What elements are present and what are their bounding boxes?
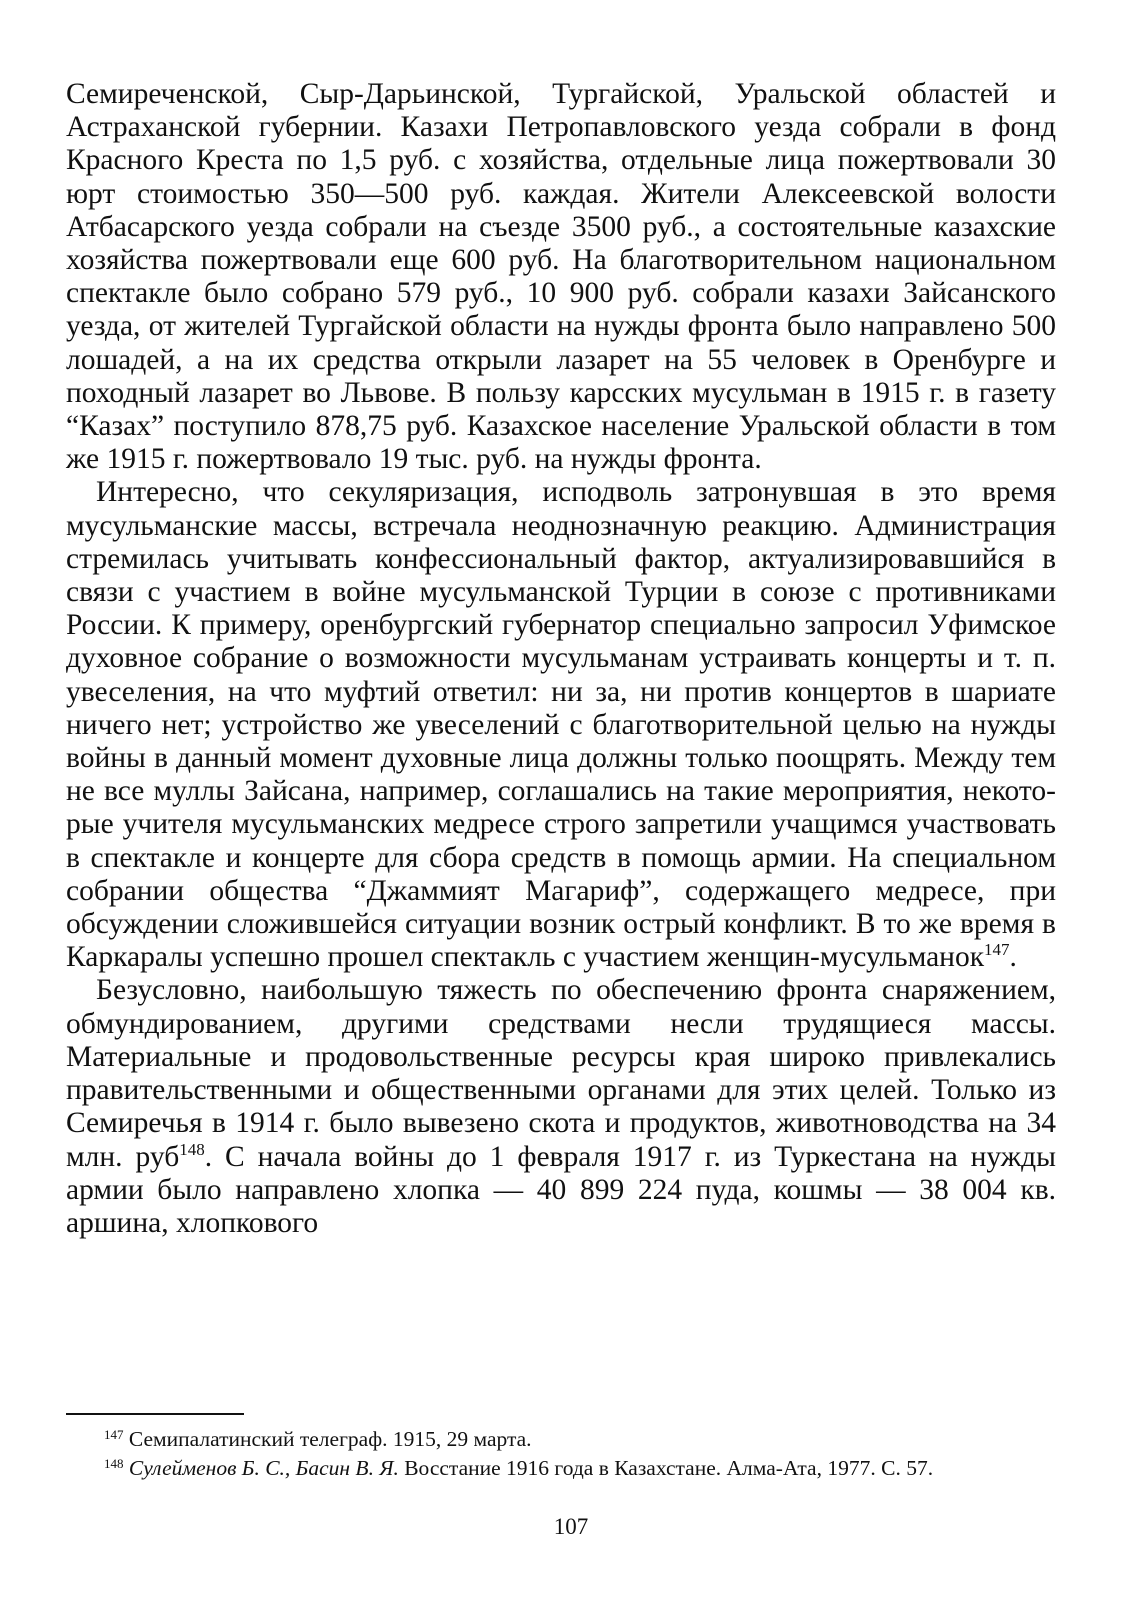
- footnote-ref-147: 147: [984, 940, 1010, 960]
- page-body: [66, 78, 1056, 1240]
- paragraph-3: [66, 974, 1056, 1240]
- footnote-148: [66, 1454, 1056, 1483]
- paragraph-2-text: Интересно, что секуляризация, исподволь затронувшая в это время мусульманские массы, встречала неоднозначную реакцию. Администрация стремилась учитывать конфессиональный фактор, актуализировавшийся в связи с участием в войне мусульманской Турции в союзе с противниками России. К примеру, оренбургский губернатор специально запросил Уфимское духовное собрание о возможности мусульманам устраивать концерты и т. п. увеселения, на что муфтий ответил: ни за, ни против концертов в шариате ничего нет; устройство же увеселений с благотворительной целью на нужды войны в данный момент духовные лица должны только поощрять. Между тем не все муллы Зайсана, например, соглашались на такие мероприятия, некоторые учителя мусульманских медресе строго запретили учащимся участвовать в спектакле и концерте для сбора средств в помощь армии. На специальном собрании общества “Джаммият Магариф”, содержащего медресе, при обсуждении сложившейся ситуации возник острый конфликт. В то же время в Каркаралы успешно прошел спектакль с участием женщин-мусульманок: [66, 476, 1056, 974]
- footnote-divider: [66, 1413, 244, 1415]
- footnote-text: Восстание 1916 года в Казахстане. Алма-Ата, 1977. С. 57.: [404, 1456, 934, 1480]
- paragraph-2: [66, 476, 1056, 974]
- footnote-number: 147: [104, 1427, 124, 1442]
- footnote-text: Семипалатинский телеграф. 1915, 29 марта.: [128, 1427, 532, 1451]
- page-number: 107: [553, 1514, 589, 1539]
- footnote-ref-148: 148: [179, 1139, 205, 1159]
- paragraph-1: [66, 78, 1056, 476]
- paragraph-3-text-b: . С начала войны до 1 февраля 1917 г. из Туркестана на нужды армии было направлено хлопка — 40 899 224 пуда, кошмы — 38 004 кв. аршина, хлопкового: [66, 1140, 1056, 1239]
- footnotes: [66, 1425, 1056, 1483]
- footnote-author: Сулейменов Б. С., Басин В. Я.: [128, 1456, 399, 1480]
- paragraph-3-text-a: Безусловно, наибольшую тяжесть по обеспечению фронта снаряжением, обмундированием, другими средствами несли трудящиеся массы. Материальные и продовольственные ресурсы края широко привлекались правительственными и общественными органами для этих целей. Только из Семиречья в 1914 г. было вывезено скота и продуктов, животноводства на 34 млн. руб: [66, 974, 1056, 1173]
- paragraph-1-text: Семиреченской, Сыр-Дарьинской, Тургайской, Уральской областей и Астраханской губернии. Казахи Петропавловского уезда собрали в фонд Красного Креста по 1,5 руб. с хозяйства, отдельные лица пожертвовали 30 юрт стоимостью 350—500 руб. каждая. Жители Алексеевской волости Атбасарского уезда собрали на съезде 3500 руб., а состоятельные казахские хозяйства пожертвовали еще 600 руб. На благотворительном национальном спектакле было собрано 579 руб., 10 900 руб. собрали казахи Зайсанского уезда, от жителей Тургайской области на нужды фронта было направлено 500 лошадей, а на их средства открыли лазарет на 55 человек в Оренбурге и походный лазарет во Львове. В пользу карсских мусульман в 1915 г. в газету “Казах” поступило 878,75 руб. Казахское население Уральской области в том же 1915 г. пожертвовало 19 тыс. руб. на нужды фронта.: [66, 78, 1056, 476]
- paragraph-2-tail: .: [1009, 941, 1017, 974]
- footnote-number: 148: [104, 1456, 124, 1471]
- footnote-147: [66, 1425, 1056, 1454]
